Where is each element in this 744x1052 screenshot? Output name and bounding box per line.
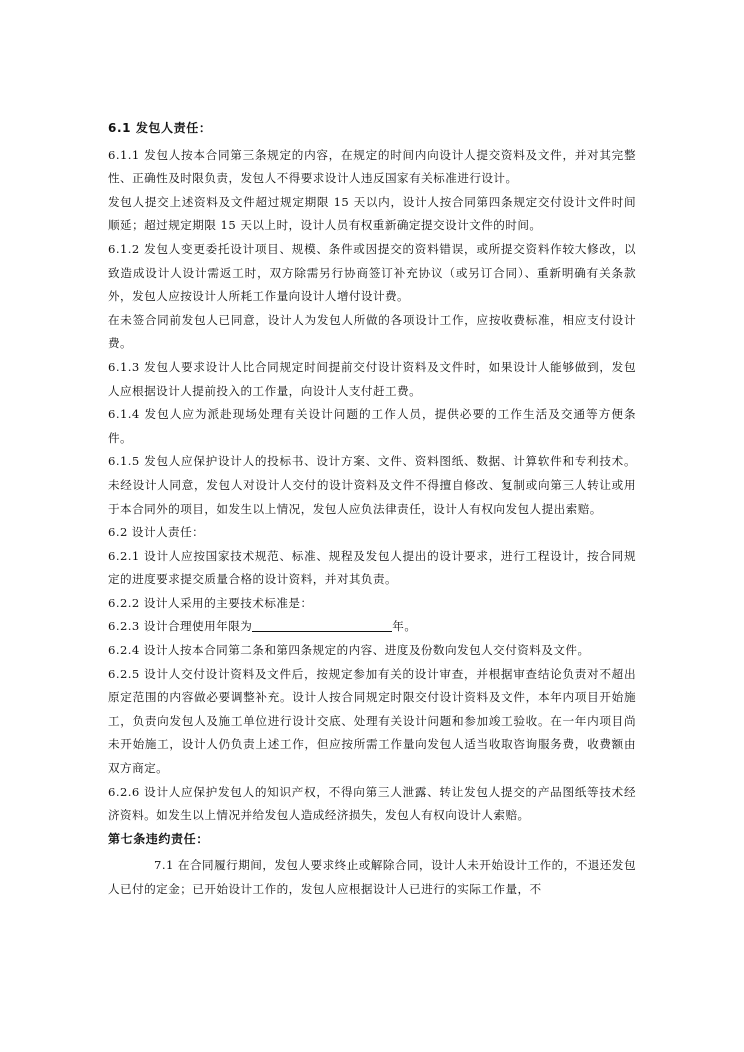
paragraph-6-2-2: 6.2.2 设计人采用的主要技术标准是： — [108, 595, 313, 610]
contract-page — [108, 117, 636, 902]
paragraph-6-2-3-prefix: 6.2.3 设计合理使用年限为 — [108, 619, 253, 634]
paragraph-6-1-3: 6.1.3 发包人要求设计人比合同规定时间提前交付设计资料及文件时，如果设计人能够做到，发包人应根据设计人提前投入的工作量，向设计人支付赶工费。 — [108, 359, 636, 398]
paragraph-6-1-4: 6.1.4 发包人应为派赴现场处理有关设计问题的工作人员，提供必要的工作生活及交通等方便条件。 — [108, 407, 636, 445]
paragraph-6-2-4: 6.2.4 设计人按本合同第二条和第四条规定的内容、进度及份数向发包人交付资料及文件。 — [108, 643, 590, 658]
paragraph-6-2-1: 6.2.1 设计人应按国家技术规范、标准、规程及发包人提出的设计要求，进行工程设计，按合同规定的进度要求提交质量合格的设计资料，并对其负责。 — [108, 548, 636, 587]
section-heading-6-2: 6.2 设计人责任： — [108, 525, 205, 540]
section-heading-7: 第七条违约责任： — [108, 831, 209, 846]
paragraph-6-1-2: 6.1.2 发包人变更委托设计项目、规模、条件或因提交的资料错误，或所提交资料作较大修改，以致造成设计人设计需返工时，双方除需另行协商签订补充协议（或另订合同）、重新明确有关条款外，发包人应按设计人所耗工作量向设计人增付设计费。 — [108, 241, 636, 304]
paragraph-6-1-1-b: 发包人提交上述资料及文件超过规定期限 15 天以内，设计人按合同第四条规定交付设计文件时间顺延；超过规定期限 15 天以上时，设计人员有权重新确定提交设计文件的时间。 — [108, 194, 636, 233]
paragraph-6-2-3-suffix: 年。 — [392, 619, 417, 634]
paragraph-6-1-5: 6.1.5 发包人应保护设计人的投标书、设计方案、文件、资料图纸、数据、计算软件和专利技术。未经设计人同意，发包人对设计人交付的设计资料及文件不得擅自修改、复制或向第三人转让或用于本合同外的项目，如发生以上情况，发包人应负法律责任，设计人有权向发包人提出索赔。 — [108, 454, 636, 516]
paragraph-6-2-6: 6.2.6 设计人应保护发包人的知识产权，不得向第三人泄露、转让发包人提交的产品图纸等技术经济资料。如发生以上情况并给发包人造成经济损失，发包人有权向设计人索赔。 — [108, 784, 636, 823]
paragraph-6-1-2-b: 在未签合同前发包人已同意，设计人为发包人所做的各项设计工作，应按收费标准，相应支付设计费。 — [108, 312, 636, 351]
paragraph-6-1-1: 6.1.1 发包人按本合同第三条规定的内容，在规定的时间内向设计人提交资料及文件，并对其完整性、正确性及时限负责，发包人不得要求设计人违反国家有关标准进行设计。 — [108, 147, 636, 186]
paragraph-6-2-5: 6.2.5 设计人交付设计资料及文件后，按规定参加有关的设计审查，并根据审查结论负责对不超出原定范围的内容做必要调整补充。设计人按合同规定时限交付设计资料及文件，本年内项目开始施工，负责向发包人及施工单位进行设计交底、处理有关设计问题和参加竣工验收。在一年内项目尚未开始施工，设计人仍负责上述工作，但应按所需工作量向发包人适当收取咨询服务费，收费额由双方商定。 — [108, 666, 636, 776]
section-heading-6-1: 6.1 发包人责任： — [108, 121, 212, 135]
paragraph-6-2-3 — [108, 615, 636, 639]
fill-in-blank — [252, 618, 392, 632]
paragraph-7-1: 7.1 在合同履行期间，发包人要求终止或解除合同，设计人未开始设计工作的，不退还发包人已付的定金；已开始设计工作的，发包人应根据设计人已进行的实际工作量，不 — [108, 858, 636, 896]
